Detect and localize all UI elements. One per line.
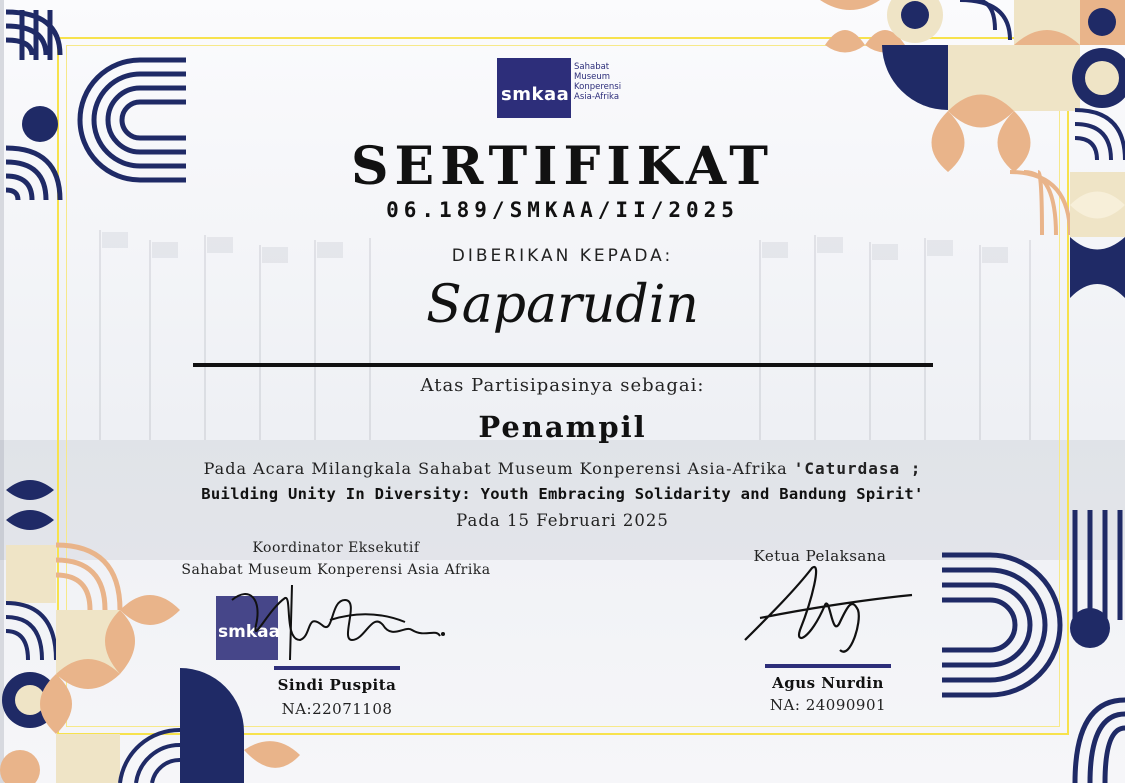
participation-label: Atas Partisipasinya sebagai:: [420, 375, 705, 396]
event-date: Pada 15 Februari 2025: [456, 511, 669, 530]
given-to-label: DIBERIKAN KEPADA:: [451, 246, 674, 266]
right-signature: [745, 567, 912, 652]
left-signature-line: [274, 666, 400, 670]
certificate-number: 06.189/SMKAA/II/2025: [386, 198, 739, 222]
left-signatory-id: NA:22071108: [281, 700, 393, 718]
recipient-name: Saparudin: [426, 275, 699, 335]
stamp-text: smkaa: [218, 622, 281, 642]
logo-subtitle-line: Konperensi: [574, 82, 622, 92]
left-signatory-name: Sindi Puspita: [277, 676, 397, 694]
logo-subtitle-line: Sahabat: [574, 62, 610, 72]
left-signatory-title-line2: Sahabat Museum Konperensi Asia Afrika: [181, 562, 491, 578]
event-intro: Pada Acara Milangkala Sahabat Museum Konperensi Asia-Afrika: [203, 459, 788, 478]
left-signatory-title-line1: Koordinator Eksekutif: [252, 540, 420, 556]
right-signatory-title: Ketua Pelaksana: [753, 547, 887, 565]
logo-subtitle-line: Museum: [574, 72, 611, 82]
right-signatory-id: NA: 24090901: [769, 696, 887, 714]
logo-subtitle-line: Asia-Afrika: [574, 92, 620, 102]
logo-text: smkaa: [501, 84, 570, 105]
certificate-title: SERTIFIKAT: [350, 136, 775, 197]
right-signatory-name: Agus Nurdin: [772, 674, 884, 692]
left-signature-flourish: [290, 585, 405, 660]
event-name-part1: 'Caturdasa ;: [793, 459, 922, 478]
event-name-part2: Building Unity In Diversity: Youth Embracing Solidarity and Bandung Spirit': [201, 485, 924, 503]
left-signature: [232, 594, 440, 640]
right-signature-line: [765, 664, 891, 668]
participant-role: Penampil: [478, 410, 647, 444]
